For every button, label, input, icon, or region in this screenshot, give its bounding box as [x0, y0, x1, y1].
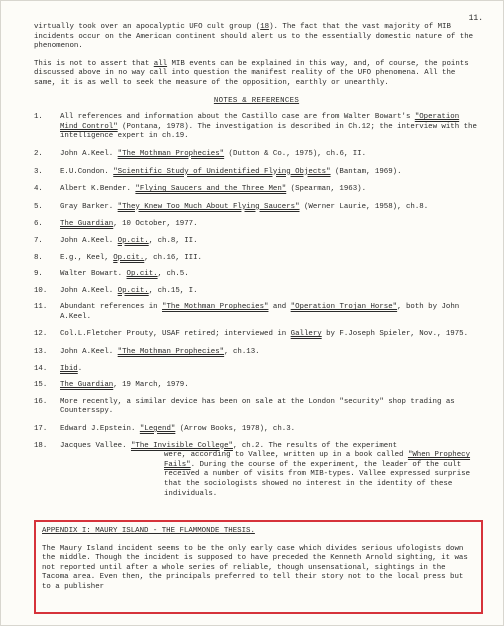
- text: . During the course of the experiment, the leader of the cult received a number of visits from MIB-types. Vallee expressed surprise that the sociologists showed no interest in the identity of these individuals.: [164, 460, 471, 498]
- text: (Werner Laurie, 1958), ch.8.: [299, 202, 429, 211]
- page-number: 11.: [468, 14, 483, 23]
- text: , both by John A.Keel.: [60, 303, 460, 321]
- appendix-title: [42, 527, 475, 537]
- text: .: [250, 527, 255, 535]
- text: , ch.15, I.: [148, 286, 198, 295]
- ref-number: 4.: [34, 185, 43, 194]
- ref-number: 10.: [34, 286, 48, 295]
- emphasis: all: [153, 59, 168, 68]
- ref-continuation: [164, 451, 479, 499]
- ref-title: Op.cit.: [113, 253, 145, 262]
- ref-title: "The Mothman Prophecies": [117, 348, 225, 357]
- reference-item: [34, 254, 479, 264]
- reference-item: [34, 150, 479, 160]
- ref-title: "They Knew Too Much About Flying Saucers": [117, 202, 300, 211]
- text: Edward J.Epstein.: [60, 425, 140, 434]
- ref-text: [60, 442, 479, 500]
- text: This is not to assert that: [34, 59, 154, 68]
- ref-title: "Scientific Study of Unidentified Flying Objects": [113, 167, 331, 176]
- ref-title: "The Mothman Prophecies": [117, 149, 225, 158]
- appendix-body: The Maury Island incident seems to be the only early case which divides serious ufologists down the middle. Though the incident is supposed to have preceded the Kenneth Arnold sighting, it was not reported until after a whole series of reliable, though unsensational, sightings in the Tacoma area. Even then, the principals preferred to tell their story not to the local press but to a publisher: [42, 544, 468, 591]
- text: , 10 October, 1977.: [113, 220, 198, 229]
- text: John A.Keel.: [60, 348, 118, 357]
- reference-item: [34, 303, 479, 322]
- ref-number: 16.: [34, 397, 48, 406]
- reference-item: [34, 398, 479, 417]
- text: .: [77, 364, 83, 373]
- reference-item: [34, 348, 479, 358]
- appendix-highlight-box: [34, 520, 483, 614]
- ref-text: [60, 254, 479, 264]
- ref-title: "The Invisible College": [130, 441, 233, 450]
- ref-title: Op.cit.: [117, 236, 149, 245]
- ref-text: [60, 220, 479, 230]
- text: Abundant references in: [60, 303, 163, 312]
- ref-text: [60, 237, 479, 247]
- text: Albert K.Bender.: [60, 185, 136, 194]
- ref-number: 3.: [34, 167, 43, 176]
- text: were, according to Vallee, written up in a book called: [164, 451, 408, 460]
- text: Jacques Vallee.: [60, 441, 131, 450]
- text: (Pontana, 1978). The investigation is described in Ch.12; the interview with the intelligence expert in ch.19.: [60, 122, 477, 141]
- ref-text: [60, 270, 479, 280]
- ref-number: 1.: [34, 113, 43, 122]
- ref-number: 9.: [34, 270, 43, 279]
- ref-text: [60, 365, 479, 375]
- ref-number: 13.: [34, 348, 48, 357]
- ref-text: More recently, a similar device has been on sale at the London "security" shop trading as Countersspy.: [60, 397, 455, 416]
- ref-text: [60, 168, 479, 178]
- text: Walter Bowart.: [60, 270, 127, 279]
- reference-item: [34, 168, 479, 178]
- text: , ch.13.: [224, 348, 260, 357]
- intro-paragraph-1: [34, 23, 479, 52]
- text: John A.Keel.: [60, 286, 118, 295]
- ref-title: "The Mothman Prophecies": [162, 303, 269, 312]
- ref-title: Ibid: [60, 364, 78, 373]
- reference-item: [34, 365, 479, 375]
- text: (Dutton & Co., 1975), ch.6, II.: [224, 149, 367, 158]
- ref-number: 5.: [34, 202, 43, 211]
- ref-number: 12.: [34, 330, 48, 339]
- ref-number: 7.: [34, 236, 43, 245]
- ref-title: Op.cit.: [126, 270, 158, 279]
- ref-text: [60, 381, 479, 391]
- intro-section: [34, 23, 479, 89]
- text: Gray Barker.: [60, 202, 118, 211]
- ref-title: "Operation Trojan Horse": [290, 303, 398, 312]
- ref-text: [60, 185, 479, 195]
- references-list: [34, 113, 479, 499]
- ref-text: [60, 425, 479, 435]
- reference-item: [34, 381, 479, 391]
- ref-title: Gallery: [290, 330, 322, 339]
- ref-number: 8.: [34, 253, 43, 262]
- ref-text: [60, 287, 479, 297]
- text: (Bantam, 1969).: [330, 167, 402, 176]
- reference-item: [34, 270, 479, 280]
- ref-title: The Guardian: [60, 381, 114, 390]
- text: (Arrow Books, 1978), ch.3.: [175, 425, 296, 434]
- text: by F.Joseph Spieler, Nov., 1975.: [321, 330, 469, 339]
- text: , ch.2. The results of the experiment: [232, 441, 398, 450]
- reference-item: [34, 220, 479, 230]
- ref-title: "Operation Mind Control": [60, 113, 460, 131]
- text: John A.Keel.: [60, 149, 118, 158]
- ref-text: [60, 113, 479, 142]
- text: Col.L.Fletcher Prouty, USAF retired; interviewed in: [60, 330, 291, 339]
- reference-item: [34, 425, 479, 435]
- reference-item: [34, 113, 479, 142]
- ref-number: 17.: [34, 425, 48, 434]
- text: ). The fact that the vast majority of MIB incidents occur on the American continent should alert us to the essentially domestic nature of the phenomenon.: [34, 23, 474, 51]
- text: , 19 March, 1979.: [113, 381, 189, 390]
- ref-text: [60, 348, 479, 358]
- reference-item: [34, 442, 479, 500]
- ref-text: [60, 203, 479, 213]
- text: All references and information about the Castillo case are from Walter Bowart's: [60, 113, 415, 122]
- ref-title: Op.cit.: [117, 286, 149, 295]
- ref-text: [60, 303, 479, 322]
- ref-text: [60, 330, 479, 340]
- ref-number: 11.: [34, 303, 48, 312]
- ref-title: "Flying Saucers and the Three Men": [135, 185, 287, 194]
- ref-number: 15.: [34, 381, 48, 390]
- text: , ch.8, II.: [148, 236, 198, 245]
- reference-item: [34, 330, 479, 340]
- text: (Spearman, 1963).: [286, 185, 367, 194]
- reference-item: [34, 203, 479, 213]
- ref-title: "When Prophecy Fails": [164, 451, 471, 469]
- text: John A.Keel.: [60, 236, 118, 245]
- text: virtually took over an apocalyptic UFO cult group (: [34, 23, 261, 31]
- ref-text: [60, 150, 479, 160]
- ref-title: The Guardian: [60, 220, 114, 229]
- text: , ch.16, III.: [144, 253, 202, 262]
- notes-heading: NOTES & REFERENCES: [213, 96, 300, 105]
- text: E.U.Condon.: [60, 167, 114, 176]
- ref-number: 6.: [34, 220, 43, 229]
- ref-number: 2.: [34, 149, 43, 158]
- text: E.g., Keel,: [60, 253, 114, 262]
- text: MIB events can be explained in this way, and, of course, the points discussed above in no way call into question the manifest reality of the UFO phenomena. All the same, it is as well to seek the measure of the opposition, earthly or unearthly.: [34, 59, 469, 87]
- ref-number: 18.: [34, 441, 48, 450]
- ref-marker: 18: [260, 23, 270, 31]
- text: APPENDIX I: MAURY ISLAND - THE FLAMMONDE THESIS: [42, 527, 251, 535]
- text: and: [268, 303, 291, 312]
- intro-paragraph-2: [34, 60, 479, 89]
- reference-item: [34, 287, 479, 297]
- ref-number: 14.: [34, 364, 48, 373]
- text: , ch.5.: [157, 270, 189, 279]
- reference-item: [34, 237, 479, 247]
- ref-title: "Legend": [139, 425, 176, 434]
- reference-item: [34, 185, 479, 195]
